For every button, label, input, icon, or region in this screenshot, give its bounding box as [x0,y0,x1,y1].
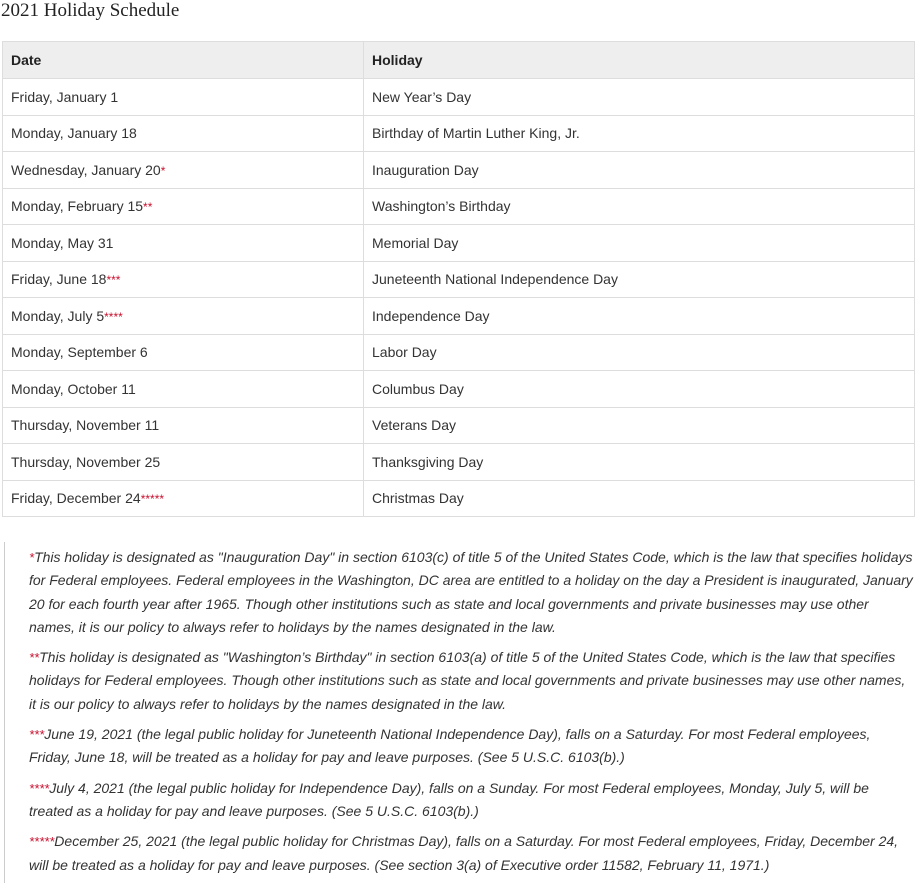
holiday-cell: Inauguration Day [364,152,915,189]
holiday-cell: New Year’s Day [364,79,915,116]
footnote-text: December 25, 2021 (the legal public holiday for Christmas Day), falls on a Saturday. For most Federal employees, Friday, December 24, will be treated as a holiday for pay and leave purposes. (See section 3(a) of Executive order 11582, February 11, 1971.) [29,833,899,873]
footnote-marker: *** [106,273,121,288]
date-cell [3,79,364,116]
date-cell [3,115,364,152]
date-cell [3,188,364,225]
table-row [3,115,915,152]
footnote-text: This holiday is designated as "Inauguration Day" in section 6103(c) of title 5 of the United States Code, which is the law that specifies holidays for Federal employees. Federal employees in the Washington, DC area are entitled to a holiday on the day a President is inaugurated, January 20 for each fourth year after 1965. Though other institutions such as state and local governments and private businesses may use other names, it is our policy to always refer to holidays by the names designated in the law. [29,549,913,635]
table-row [3,480,915,517]
date-text: Friday, June 18 [11,271,107,288]
table-row [3,334,915,371]
footnote-marker: ***** [29,834,55,850]
footnote-marker: ** [29,650,40,666]
table-row [3,188,915,225]
holiday-cell: Independence Day [364,298,915,335]
footnote-marker: * [160,163,166,178]
footnote-marker: *** [29,727,45,743]
date-cell [3,371,364,408]
date-text: Thursday, November 11 [11,417,160,434]
footnote-marker: **** [29,780,50,796]
holiday-cell: Memorial Day [364,225,915,262]
footnote-text: This holiday is designated as "Washington’s Birthday" in section 6103(a) of title 5 of the United States Code, which is the law that specifies holidays for Federal employees. Though other institutions such as state and local governments and private businesses may use other names, it is our policy to always refer to holidays by the names designated in the law. [29,649,906,712]
date-column-header: Date [3,42,364,79]
footnote-text: June 19, 2021 (the legal public holiday for Juneteenth National Independence Day), falls on a Saturday. For most Federal employees, Friday, June 18, will be treated as a holiday for pay and leave purposes. (See 5 U.S.C. 6103(b).) [29,726,871,766]
footnote-marker: ***** [140,492,165,507]
holiday-column-header: Holiday [364,42,915,79]
holiday-cell: Birthday of Martin Luther King, Jr. [364,115,915,152]
holiday-cell: Washington’s Birthday [364,188,915,225]
date-cell [3,261,364,298]
date-text: Friday, December 24 [11,490,141,507]
date-cell [3,152,364,189]
footnote [29,646,913,716]
date-text: Thursday, November 25 [11,453,161,470]
date-text: Monday, September 6 [11,344,148,361]
footnote [29,546,913,639]
date-cell [3,334,364,371]
footnote-marker: **** [104,309,123,324]
table-row [3,225,915,262]
date-text: Monday, February 15 [11,198,144,215]
table-row [3,407,915,444]
date-cell [3,298,364,335]
date-text: Monday, May 31 [11,234,114,251]
footnote-marker: * [29,550,35,565]
footnote [29,777,913,824]
footnote-text: July 4, 2021 (the legal public holiday for Independence Day), falls on a Sunday. For most Federal employees, Monday, July 5, will be treated as a holiday for pay and leave purposes. (See 5 U.S.C. 6103(b).) [29,779,869,819]
date-text: Monday, October 11 [11,380,136,397]
holiday-cell: Christmas Day [364,480,915,517]
footnotes-section [4,542,913,883]
table-row [3,261,915,298]
holiday-cell: Thanksgiving Day [364,444,915,481]
date-text: Monday, January 18 [11,125,137,142]
table-row [3,79,915,116]
holiday-cell: Columbus Day [364,371,915,408]
holiday-cell: Veterans Day [364,407,915,444]
footnote [29,723,913,770]
date-text: Monday, July 5 [11,307,105,324]
holiday-cell: Juneteenth National Independence Day [364,261,915,298]
date-text: Wednesday, January 20 [11,161,161,178]
footnote-marker: ** [143,200,153,215]
date-cell [3,480,364,517]
table-row [3,298,915,335]
table-row [3,444,915,481]
table-row [3,152,915,189]
date-text: Friday, January 1 [11,88,119,105]
date-cell [3,225,364,262]
date-cell [3,407,364,444]
table-row [3,371,915,408]
page-title: 2021 Holiday Schedule [1,0,180,21]
footnote [29,830,913,877]
holiday-cell: Labor Day [364,334,915,371]
date-cell [3,444,364,481]
holiday-schedule-table [2,41,915,517]
table-header-row [3,42,915,79]
